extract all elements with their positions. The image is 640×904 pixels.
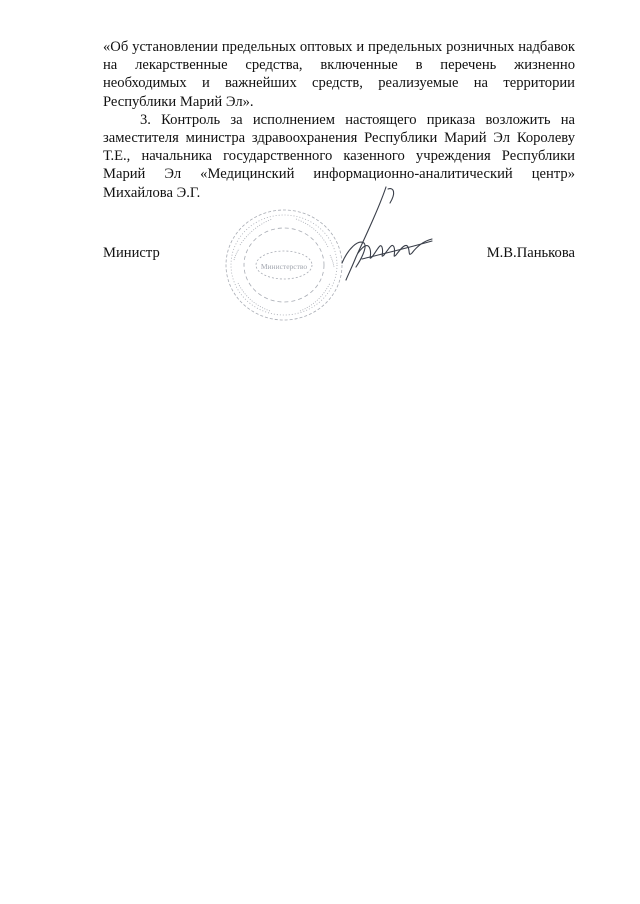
signatory-name: М.В.Панькова [486, 245, 575, 261]
handwritten-signature [328, 183, 440, 283]
document-body [103, 38, 575, 202]
signature-row [103, 244, 575, 264]
paragraph-continuation: «Об установлении предельных оптовых и предельных розничных надбавок на лекарственные средства, включенные в перечень жизненно необходимых и важнейших средств, реализуемые на территории Республики Марий Эл». [103, 39, 575, 110]
paragraph-3: 3. Контроль за исполнением настоящего приказа возложить на заместителя министра здравоохранения Республики Марий Эл Королеву Т.Е., начальника государственного казенного учреждения Республики Марий Эл «Медицинский информационно-аналитический центр» Михайлова Э.Г. [103, 111, 575, 201]
signatory-title: Министр [103, 245, 160, 261]
stamp-center-text: Министерство [260, 262, 308, 271]
